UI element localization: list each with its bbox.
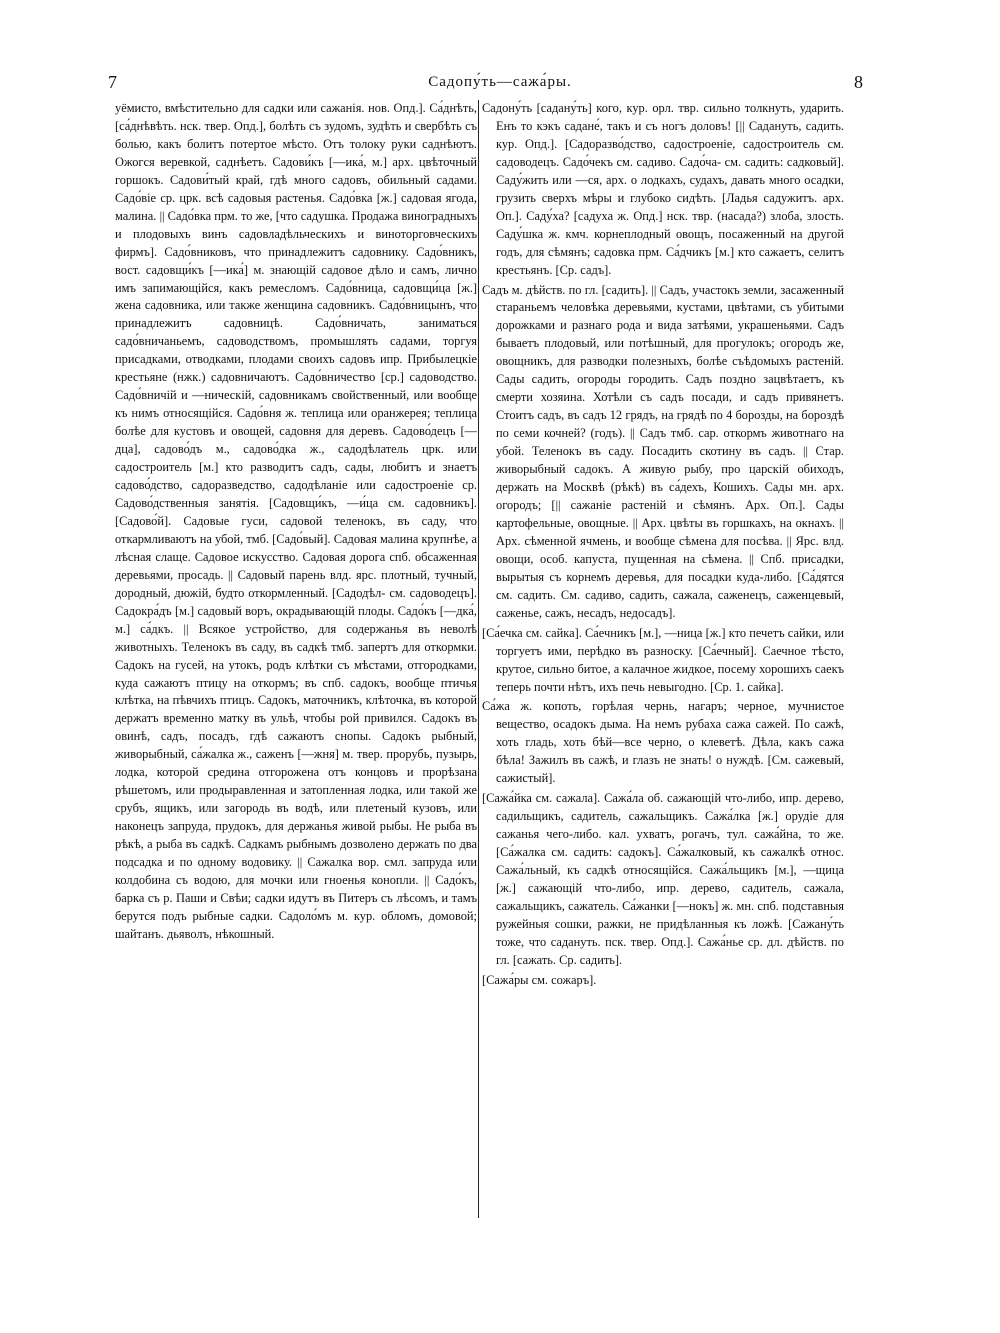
- entry-sadonut: Садону́ть [садану́ть] кого, кур. орл. твр. сильно толкнуть, ударить. Енъ то кэкъ садане́, такъ и съ ногъ доловъ! [|| Садануть, садить. кур. Опд.]. [Садоразво́дство, садостроеніе, садостроитель см. садоводецъ. Садо́чекъ см. садиво. Садо́ча- см. садить: садковый]. Саду́жить или —ся, арх. о лодкахъ, судахъ, давать много осадки, грузить сверхъ мѣры и глубоко сидѣть. [Ладья садужитъ. арх. Оп.]. Саду́ха? [садуха ж. Опд.] нск. твр. (насада?) злоба, злость. Саду́шка ж. кмч. корнеплодный овощъ, посаженный на другой годъ, для сѣмянъ; садовка прм. Са́дчикъ [м.] кто сажаетъ, селитъ крестьянъ. [Ср. садъ].: [482, 101, 844, 277]
- entry-saechka: [Са́ечка см. сайка]. Са́ечникъ [м.], —ница [ж.] кто печетъ сайки, или торгуетъ ими, перѣдко въ разноску. [Са́ечный]. Саечное тѣсто, крутое, сильно битое, а калачное жидкое, посему хорошихъ саекъ теперь почти нѣтъ, ихъ печь невыгодно. [Ср. 1. сайка].: [482, 625, 844, 694]
- page-number-right: 8: [854, 72, 863, 92]
- right-column: [482, 100, 844, 1220]
- entry-sazhary: [Сажа́ры см. сожаръ].: [482, 972, 597, 987]
- entry-sazha: Са́жа ж. копоть, горѣлая чернь, нагаръ; черное, мучнистое вещество, осадокъ дыма. На немъ рубаха сажа сажей. По сажѣ, хоть гладь, хоть бѣй—все черно, о клеветѣ. Дѣла, какъ сажа бѣла! Зажилъ въ сажѣ, и глазъ не знать! о нуждѣ. [См. сажевый, сажистый].: [482, 699, 844, 786]
- entry-sad: Садъ м. дѣйств. по гл. [садить]. || Садъ, участокъ земли, засаженный стараньемъ человѣка деревьями, кустами, цвѣтами, съ убитыми дорожками и разнаго рода и вида затѣями, украшеньями. Садъ бываетъ плодовый, или потѣшный, для прогулокъ; огородъ же, овощникъ, для разводки полезныхъ, болѣе съѣдомыхъ растеній. Сады садить, огороды городить. Садъ поздно зацвѣтаетъ, къ смерти хозяина. Хотѣли съ садъ посади, и садъ привянетъ. Стоитъ садъ, въ садъ 12 грядъ, на грядѣ по 4 борозды, на бороздѣ по семи кочней? (годъ). || Садъ тмб. сар. откормъ животнаго на убой. Теленокъ въ саду. Посадить скотину въ садъ. || Стар. живорыбный садокъ. А живую рыбу, про царскій обиходъ, держать на Москвѣ (рѣкѣ) въ са́дехъ, Кошихъ. Сады мн. арх. огородъ; [|| сажаніе растеній и сѣмянъ. Арх. Оп.]. Сады картофельные, овощные. || Арх. цвѣты въ горшкахъ, на окнахъ. || Арх. сѣменной ячмень, и вообще сѣмена для посѣва. || Ярс. влд. овощи, особ. капуста, пущенная на сѣмена. || Спб. присадки, вырытыя съ корнемъ деревья, для посадки куда-либо. [Са́дятся см. садить. См. садиво, садить, сажала, саженецъ, саженцевый, саженье, сажъ, несадъ, недосадъ].: [482, 282, 844, 620]
- column-divider: [478, 100, 479, 1218]
- left-column-text: уёмисто, вмѣстительно для садки или сажанія. нов. Опд.]. Са́днѣть, [са́днѣвѣть. нск. твер. Опд.], болѣть съ зудомъ, зудѣть и свербѣть съ болью, какъ болитъ потертое мѣсто. Отъ толоку руки саднѣютъ. Ожогся веревкой, саднѣетъ. Садови́къ [—ика́, м.] арх. цвѣточный горшокъ. Садови́тый край, гдѣ много садовъ, обильный садами. Садо́віе ср. црк. всѣ садовыя растенья. Садо́вка [ж.] садовая ягода, малина. || Садо́вка прм. то же, [что садушка. Продажа виноградныхъ и плодовыхъ винъ садовладѣльческихъ и виноторговческихъ фирмъ]. Садо́вниковъ, что принадлежитъ садовнику. Садо́вникъ, вост. садовщи́къ [—ика́] м. знающій садовое дѣло и самъ, лично имъ запимающійся, какъ ремесломъ. Садо́вница, садовщи́ца [ж.] жена садовника, или также женщина садовникъ. Садо́вницынъ, что принадлежитъ садовницѣ. Садо́вничать, заниматься садо́вничаньемъ, садоводствомъ, промышлять садами, торгуя присадками, отводками, плодами своихъ садовъ ипр. Прибылецкіе крестьяне (нжк.) садовничаютъ. Садо́вничество [ср.] садоводство. Садо́вничій и —ническій, садовникамъ свойственный, или вообще къ нимъ относящійся. Садо́вня ж. теплица или оранжерея; теплица болѣе для кустовъ и овощей, садовня для деревъ. Садово́децъ [—дца], садово́дъ м., садово́дка ж., садодѣлатель црк. или садостроитель [м.] кто разводитъ садъ, сады, любитъ и знаетъ садово́дство, садоразведство, садодѣланіе или садостроеніе ср. Садово́дственныя занятія. [Садовщи́къ, —и́ца см. садовникъ]. [Садово́й]. Садовые гуси, садовой теленокъ, въ саду, что откармливаютъ на убой, тмб. [Садо́вый]. Садовая малина крупнѣе, а лѣсная слаще. Садовое искусство. Садовая дорога спб. обсаженная деревьями, просадь. || Садовый парень влд. ярс. плотный, тучный, дородный, дюжій, будто откормленный. [Садодѣл- см. садоводецъ]. Садокра́дъ [м.] садовый воръ, окрадывающій плоды. Садо́къ [—дка́, м.] са́дкъ. || Всякое устройство, для содержанья въ неволѣ животныхъ. Теленокъ въ саду, въ садкѣ тмб. запертъ для откормки. Садокъ на гусей, на утокъ, родъ клѣтки съ мѣстами, отгородками, куда сажаютъ птицу на откормъ; въ спб. садокъ, вообще птичья клѣтка, на пѣвчихъ птицъ. Садокъ, маточникъ, клѣточка, въ которой держатъ временно матку въ ульѣ, чтобы рой привился. Садокъ въ овинѣ, садъ, посадъ, гдѣ сажаютъ снопы. Садокъ рыбный, живорыбный, са́жалка ж., саженъ [—жня] м. твер. прорубь, пузырь, лодка, которой средина отгорожена отъ концовъ и прорѣзана рѣшетомъ, или продыравленная и затопленная лодка, или такой же срубъ, ящикъ, или загородь въ водѣ, или плетеный кузовъ, или наконецъ запруда, прудокъ, для держанья живой рыбы. Не рыба въ рѣкѣ, а рыба въ садкѣ. Садкамъ рыбнымъ дозволено держать по два подсадка и по одному водовику. || Сажалка вор. смл. запруда или колдобина съ водою, для мочки или гноенья конопли. || Садо́къ, барка съ р. Паши и Свѣи; садки идутъ въ Питеръ съ лѣсомъ, и тамъ берутся подъ рыбные садки. Садоло́мъ м. кур. обломъ, домовой; шайтанъ. дьяволъ, нѣкошный.: [115, 101, 477, 941]
- left-column: [115, 100, 477, 1220]
- entry-sazhaika: [Сажа́йка см. сажала]. Сажа́ла об. сажающій что-либо, ипр. дерево, садильщикъ, садитель, сажальщикъ. Сажа́лка [ж.] орудіе для сажанья чего-либо. кал. ухватъ, рогачъ, тул. сажа́йна, то же. [Са́жалка см. садить: садокъ]. Са́жалковый, къ сажалкѣ относ. Сажа́льный, къ садкѣ относящійся. Сажа́льщикъ [м.], —щица [ж.] сажающій что-либо, ипр. дерево, садитель, сажала, сажальщикъ, сажатель. Са́жанки [—нокъ] ж. мн. спб. подставныя ружейныя сошки, ражки, не придѣланныя къ ложѣ. [Сажану́ть тоже, что садануть. пск. твер. Опд.]. Сажа́нье ср. дл. дѣйств. по гл. [сажать. Ср. садить].: [482, 791, 844, 967]
- page-number-left: 7: [108, 72, 117, 92]
- running-head: Садопу́ть—сажа́ры.: [428, 74, 572, 90]
- page-header: [0, 70, 1000, 100]
